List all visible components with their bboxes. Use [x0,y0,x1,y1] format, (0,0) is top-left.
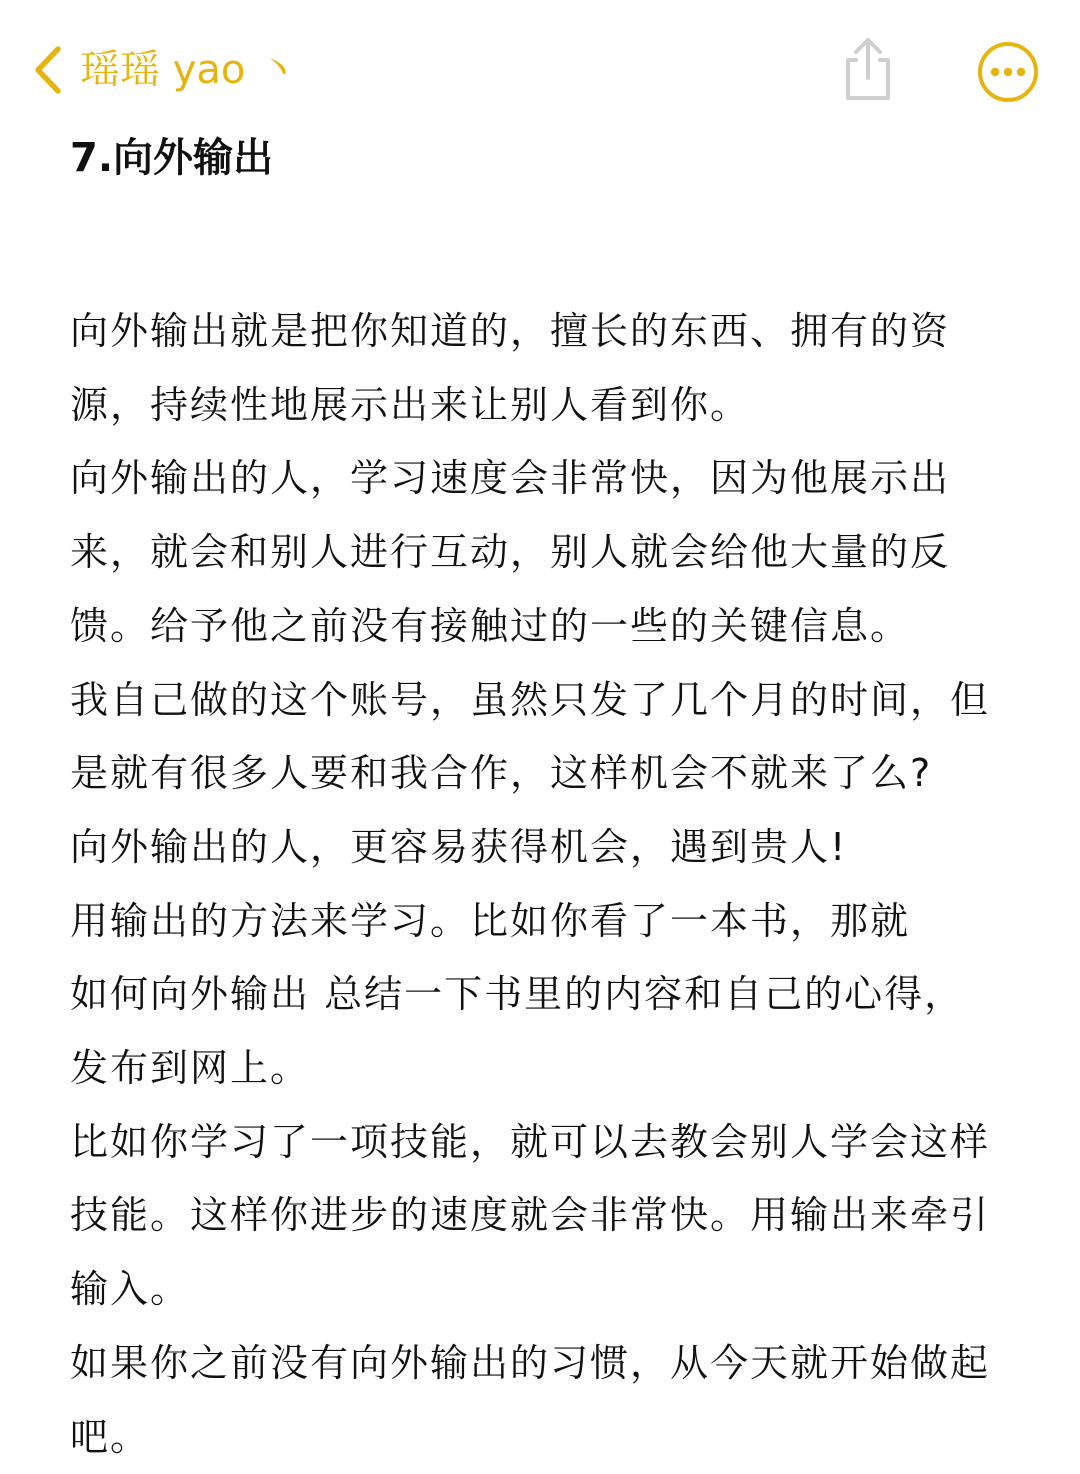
text-line: 吧。 [70,1414,151,1459]
text-line: 馈。给予他之前没有接触过的一些的关键信息。 [70,603,911,648]
text-line: 如果你之前没有向外输出的习惯，从今天就开始做起 [70,1340,991,1385]
back-button[interactable] [24,36,298,104]
more-icon [976,89,1040,108]
text-line: 如何向外输出 总结一下书里的内容和自己的心得， [70,972,965,1017]
note-content [70,128,1030,1474]
text-line: 来，就会和别人进行互动，别人就会给他大量的反 [70,530,951,575]
text-line: 是就有很多人要和我合作，这样机会不就来了么? [70,751,933,796]
text-line: 比如你学习了一项技能，就可以去教会别人学会这样 [70,1119,991,1164]
text-line: 我自己做的这个账号，虽然只发了几个月的时间，但 [70,677,991,722]
text-line: 向外输出就是把你知道的，擅长的东西、拥有的资 [70,309,951,353]
more-options-button[interactable] [976,40,1040,104]
top-nav-bar [0,0,1080,130]
share-icon [836,89,900,108]
text-line: 向外输出的人，学习速度会非常快，因为他展示出 [70,456,951,501]
text-line: 输入。 [70,1267,191,1312]
note-heading: 7.向外输出 [70,135,274,181]
text-line: 发布到网上。 [70,1046,311,1091]
note-body [70,295,1030,1474]
text-line: 源，持续性地展示出来让别人看到你。 [70,382,751,427]
chevron-left-icon [24,36,72,104]
author-name: 瑶瑶 yao 丶 [80,47,299,93]
share-button[interactable] [836,32,900,104]
text-line: 向外输出的人，更容易获得机会，遇到贵人! [70,824,848,869]
text-line: 技能。这样你进步的速度就会非常快。用输出来牵引 [70,1193,991,1238]
text-line: 用输出的方法来学习。比如你看了一本书，那就 [70,898,911,943]
